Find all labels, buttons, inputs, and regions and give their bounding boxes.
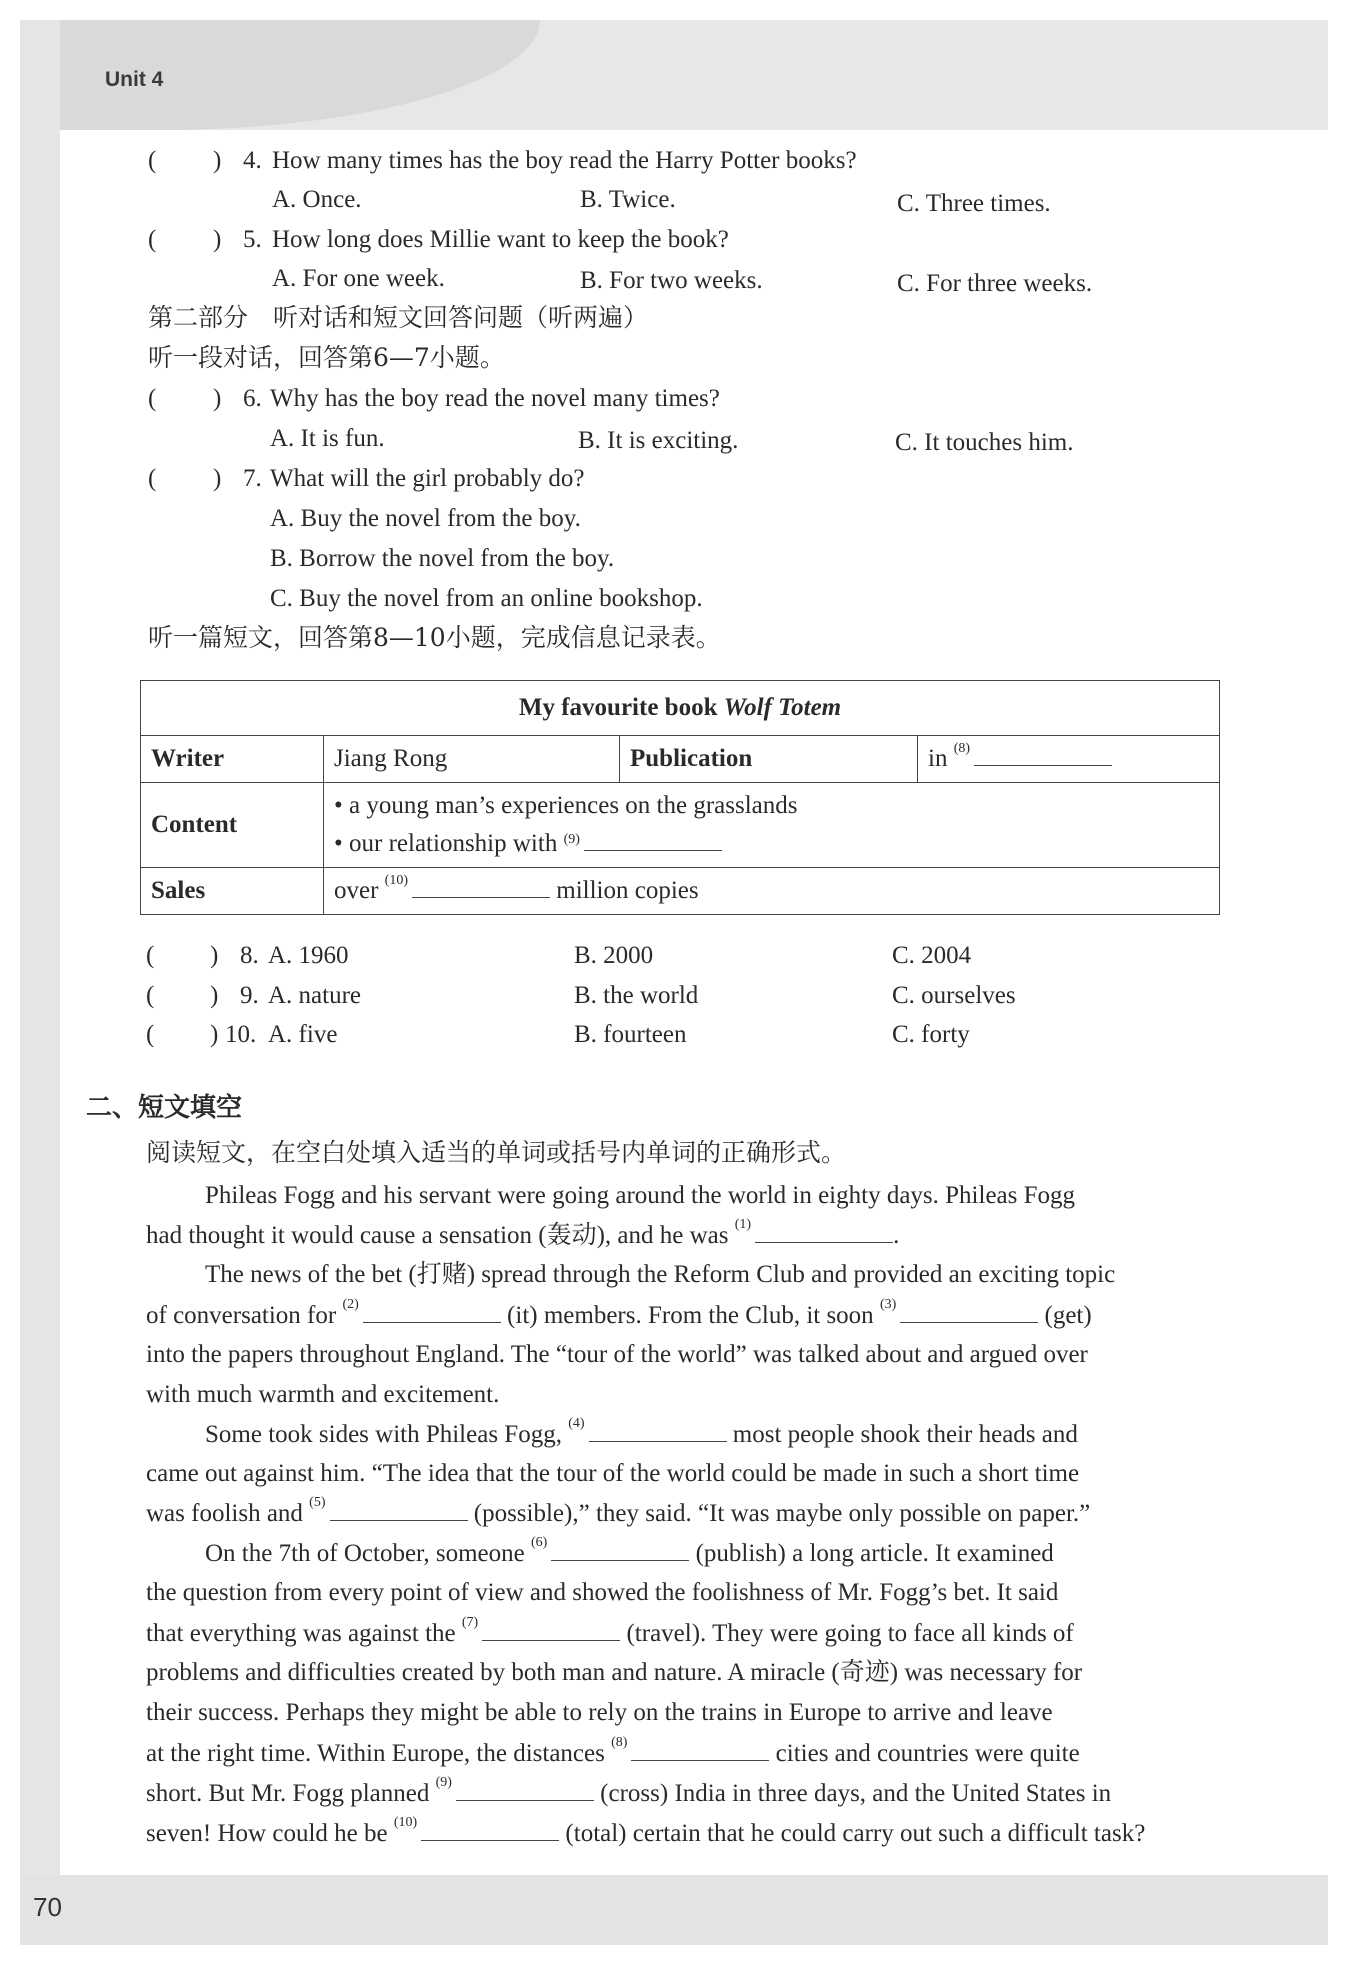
answer-paren-open: (	[148, 465, 157, 492]
blank-number: (9)	[435, 1775, 452, 1790]
option-b: B. the world	[574, 982, 699, 1009]
blank-number: (7)	[461, 1615, 479, 1630]
answer-paren-close: )	[210, 982, 219, 1009]
passage-text: short. But Mr. Fogg planned	[146, 1780, 430, 1807]
answer-blank[interactable]	[412, 877, 550, 898]
sales-prefix: over	[334, 877, 379, 904]
passage-line	[205, 1535, 1054, 1567]
option-b: B. For two weeks.	[580, 267, 763, 294]
passage-line	[146, 1615, 1074, 1647]
option-b: B. 2000	[574, 942, 654, 969]
passage-text: at the right time. Within Europe, the distances	[146, 1740, 605, 1767]
question-number: 10.	[225, 1021, 257, 1048]
passage-line	[146, 1660, 1082, 1685]
option-a: A. It is fun.	[270, 425, 385, 452]
passage-text: (get)	[1044, 1302, 1092, 1329]
answer-blank[interactable]	[482, 1620, 620, 1641]
writer-label: Writer	[141, 736, 324, 783]
passage-text: most people shook their heads and	[732, 1421, 1078, 1448]
table-title-book: Wolf Totem	[723, 694, 842, 721]
passage-text: their success. Perhaps they might be able to rely on the trains in Europe to arrive and leave	[146, 1699, 1053, 1726]
passage-text: .	[893, 1222, 900, 1249]
answer-blank[interactable]	[584, 830, 722, 851]
option-b: B. Twice.	[580, 186, 676, 213]
passage-text: came out against him. “The idea that the tour of the world could be made in such a short time	[146, 1460, 1080, 1487]
question-text: Why has the boy read the novel many times?	[270, 385, 720, 412]
passage-text: into the papers throughout England. The “tour of the world” was talked about and argued over	[146, 1341, 1088, 1368]
content-item-text: a young man’s experiences on the grasslands	[349, 792, 798, 819]
content-cell	[324, 783, 1220, 868]
passage-line	[146, 1382, 499, 1407]
passage-line	[146, 1700, 1053, 1725]
option-c: C. Three times.	[897, 190, 1051, 217]
passage-text: (publish) a long article. It examined	[695, 1540, 1054, 1567]
passage-text: with much warmth and excitement.	[146, 1381, 500, 1408]
passage-line	[146, 1297, 1092, 1329]
answer-paren-close: )	[213, 147, 222, 174]
answer-paren-open: (	[148, 385, 157, 412]
section-instruction: 阅读短文，在空白处填入适当的单词或括号内单词的正确形式。	[146, 1138, 847, 1167]
publication-label: Publication	[620, 736, 918, 783]
bullet-mark: •	[334, 830, 343, 857]
table-title-prefix: My favourite book	[518, 694, 724, 721]
passage-text: (it) members. From the Club, it soon	[507, 1302, 874, 1329]
page-number: 70	[33, 1892, 62, 1922]
passage-line	[146, 1217, 900, 1249]
passage-line	[146, 1461, 1079, 1486]
answer-paren-open: (	[148, 226, 157, 253]
question-number: 7.	[243, 465, 262, 492]
option-c: C. Buy the novel from an online bookshop.	[270, 585, 703, 612]
option-a: A. Buy the novel from the boy.	[270, 505, 581, 532]
option-c: C. It touches him.	[895, 429, 1074, 456]
publication-value: in	[928, 745, 948, 772]
bullet-mark: •	[334, 792, 343, 819]
passage-text: had thought it would cause a sensation (轰动), and he was	[146, 1222, 729, 1249]
answer-blank[interactable]	[456, 1780, 594, 1801]
passage-text: problems and difficulties created by both man and nature. A miracle (奇迹) was necessary for	[146, 1659, 1083, 1686]
content-item	[334, 787, 1209, 825]
question-number: 6.	[243, 385, 262, 412]
passage-line	[146, 1580, 1058, 1605]
answer-blank[interactable]	[330, 1500, 468, 1521]
blank-number: (1)	[734, 1217, 752, 1232]
answer-paren-close: )	[213, 465, 222, 492]
answer-paren-close: )	[210, 1021, 219, 1048]
question-number: 9.	[240, 982, 259, 1009]
blank-number: (6)	[531, 1535, 548, 1550]
blank-number: (3)	[879, 1297, 897, 1312]
blank-number: (8)	[953, 741, 971, 756]
blank-number: (9)	[563, 832, 580, 847]
option-a: A. For one week.	[272, 265, 445, 292]
passage-line	[205, 1183, 1075, 1208]
question-text: How long does Millie want to keep the book?	[272, 226, 729, 253]
sales-label: Sales	[141, 868, 324, 915]
option-c: C. For three weeks.	[897, 270, 1093, 297]
blank-number: (10)	[393, 1815, 418, 1830]
passage-instruction: 听一篇短文，回答第8—10小题，完成信息记录表。	[148, 623, 721, 652]
option-a: A. nature	[268, 982, 362, 1009]
passage-text: The news of the bet (打赌) spread through the Reform Club and provided an exciting topic	[205, 1261, 1116, 1288]
passage-text: Some took sides with Phileas Fogg,	[205, 1421, 562, 1448]
left-margin-band	[20, 20, 60, 1920]
passage-line	[205, 1262, 1115, 1287]
blank-number: (10)	[384, 873, 408, 888]
answer-blank[interactable]	[755, 1222, 893, 1243]
answer-blank[interactable]	[631, 1740, 769, 1761]
answer-blank[interactable]	[363, 1302, 501, 1323]
answer-paren-open: (	[146, 942, 155, 969]
question-number: 8.	[240, 942, 259, 969]
blank-number: (2)	[342, 1297, 359, 1312]
part2-title: 第二部分 听对话和短文回答问题（听两遍）	[148, 303, 649, 332]
passage-text: Phileas Fogg and his servant were going around the world in eighty days. Phileas Fogg	[205, 1182, 1076, 1209]
table-title	[141, 681, 1220, 736]
answer-paren-close: )	[213, 226, 222, 253]
passage-line	[146, 1775, 1112, 1807]
option-c: C. forty	[892, 1021, 970, 1048]
passage-text: that everything was against the	[146, 1620, 456, 1647]
passage-line	[146, 1735, 1080, 1767]
answer-paren-open: (	[146, 982, 155, 1009]
section-title: 二、短文填空	[86, 1093, 243, 1123]
question-text: How many times has the boy read the Harry Potter books?	[272, 147, 857, 174]
passage-text: (travel). They were going to face all kinds of	[626, 1620, 1074, 1647]
passage-text: the question from every point of view and showed the foolishness of Mr. Fogg’s bet. It said	[146, 1579, 1059, 1606]
passage-line	[146, 1815, 1146, 1847]
passage-line	[146, 1342, 1088, 1367]
option-a: A. Once.	[272, 186, 362, 213]
publication-cell	[918, 736, 1220, 783]
option-b: B. Borrow the novel from the boy.	[270, 545, 615, 572]
question-number: 5.	[243, 226, 262, 253]
content-label: Content	[141, 783, 324, 868]
info-table	[140, 680, 1220, 915]
blank-number: (4)	[568, 1416, 585, 1431]
blank-number: (5)	[309, 1495, 326, 1510]
answer-paren-close: )	[210, 942, 219, 969]
blank-number: (8)	[611, 1735, 628, 1750]
option-a: A. 1960	[268, 942, 349, 969]
sales-cell	[324, 868, 1220, 915]
content-item	[334, 825, 1209, 863]
content-item-text: our relationship with	[349, 830, 558, 857]
answer-blank[interactable]	[421, 1820, 559, 1841]
sales-suffix: million copies	[556, 877, 699, 904]
unit-label: Unit 4	[105, 68, 164, 91]
option-b: B. It is exciting.	[578, 427, 739, 454]
option-a: A. five	[268, 1021, 338, 1048]
option-b: B. fourteen	[574, 1021, 687, 1048]
answer-paren-open: (	[146, 1021, 155, 1048]
answer-blank[interactable]	[589, 1421, 727, 1442]
answer-blank[interactable]	[551, 1540, 689, 1561]
option-c: C. ourselves	[892, 982, 1016, 1009]
question-text: What will the girl probably do?	[270, 465, 585, 492]
passage-text: was foolish and	[146, 1500, 303, 1527]
passage-line	[205, 1416, 1078, 1448]
passage-line	[146, 1495, 1091, 1527]
passage-text: On the 7th of October, someone	[205, 1540, 525, 1567]
option-c: C. 2004	[892, 942, 972, 969]
passage-text: (possible),” they said. “It was maybe only possible on paper.”	[473, 1500, 1091, 1527]
writer-value: Jiang Rong	[324, 736, 620, 783]
passage-text: seven! How could he be	[146, 1820, 388, 1847]
passage-text: of conversation for	[146, 1302, 337, 1329]
answer-paren-close: )	[213, 385, 222, 412]
answer-blank[interactable]	[974, 745, 1112, 766]
passage-text: cities and countries were quite	[775, 1740, 1080, 1767]
answer-blank[interactable]	[900, 1302, 1038, 1323]
question-number: 4.	[243, 147, 262, 174]
passage-text: (cross) India in three days, and the United States in	[600, 1780, 1112, 1807]
dialogue-instruction: 听一段对话，回答第6—7小题。	[148, 343, 505, 372]
footer-band	[20, 1875, 1328, 1945]
passage-text: (total) certain that he could carry out such a difficult task?	[565, 1820, 1146, 1847]
answer-paren-open: (	[148, 147, 157, 174]
